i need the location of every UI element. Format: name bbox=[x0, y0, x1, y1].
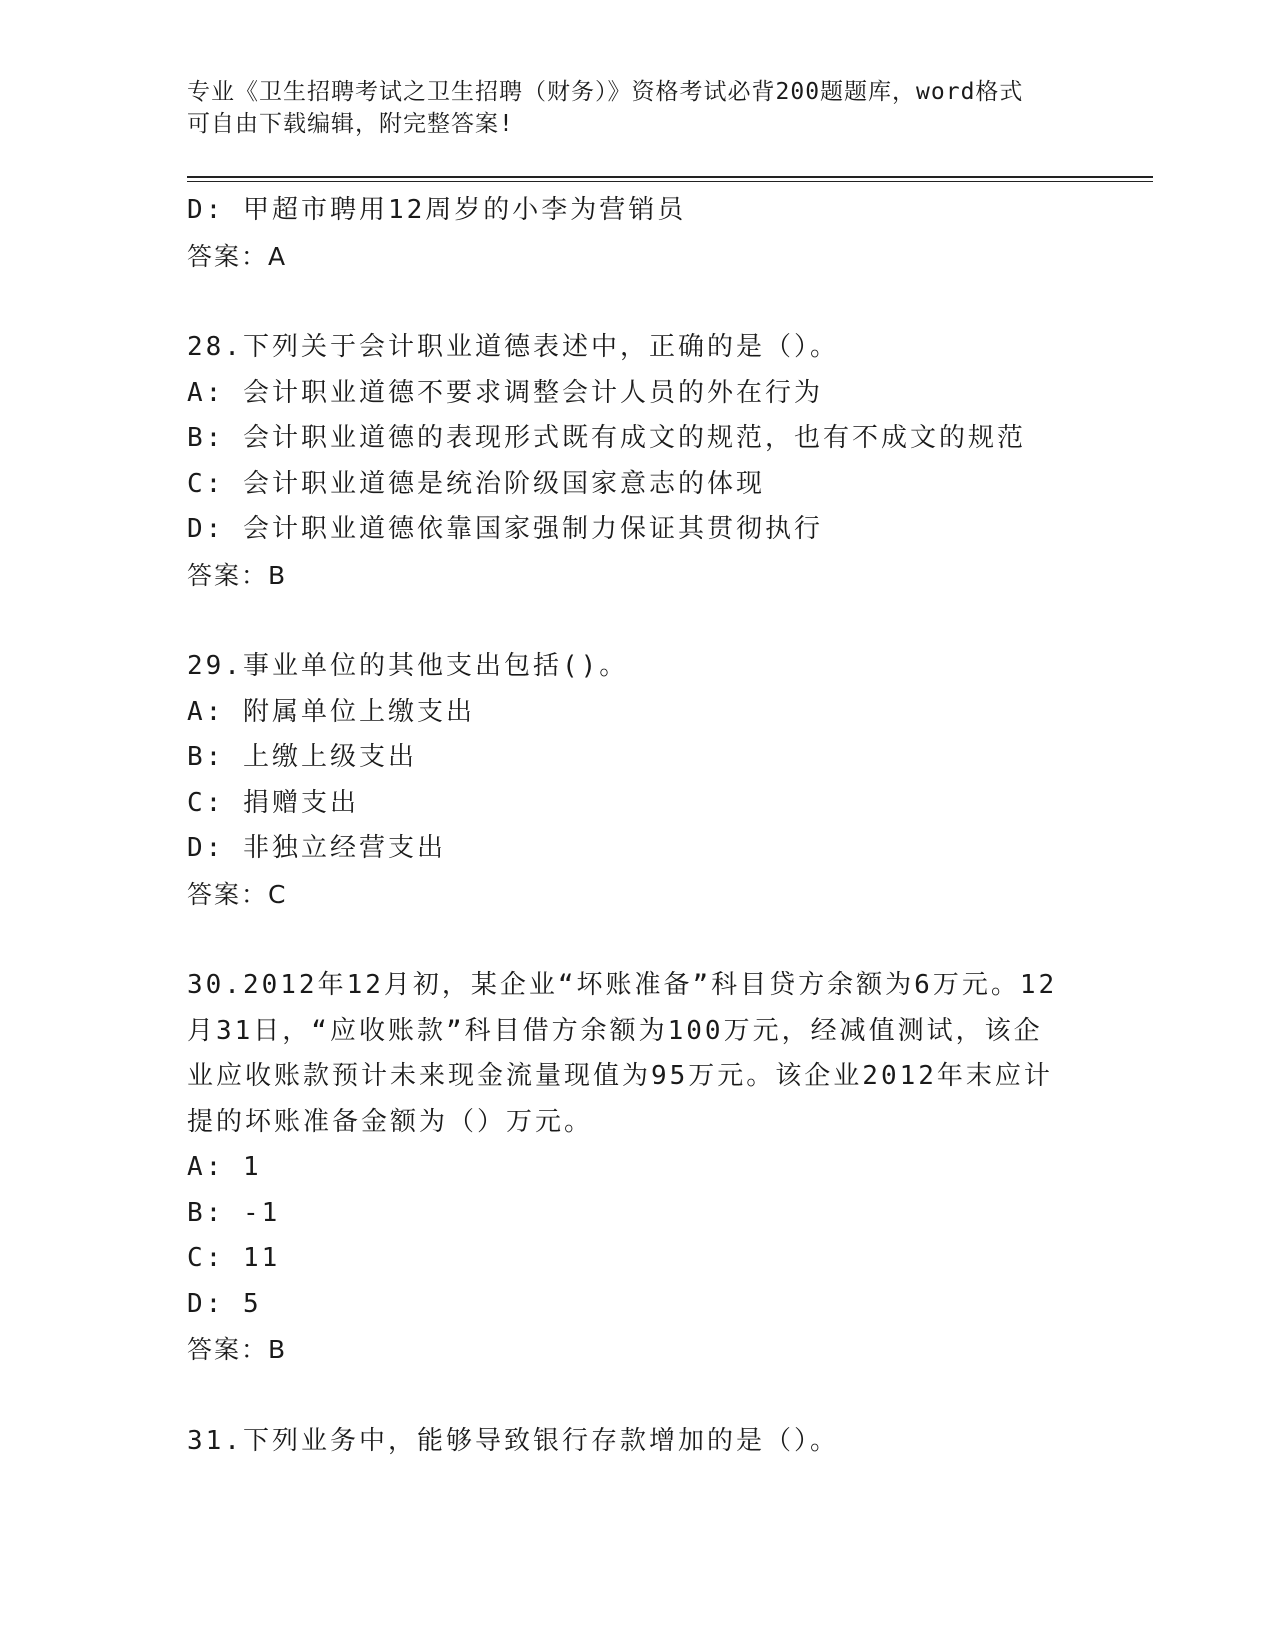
option-b: B: -1 bbox=[187, 1197, 281, 1228]
answer-line: 答案：C bbox=[187, 879, 288, 909]
question-stem: 28.下列关于会计职业道德表述中，正确的是（）。 bbox=[187, 332, 839, 362]
question-31 bbox=[187, 1419, 1087, 1465]
option-a: A: 会计职业道德不要求调整会计人员的外在行为 bbox=[187, 377, 823, 408]
option-b: B: 上缴上级支出 bbox=[187, 742, 417, 772]
question-stem-line-4: 提的坏账准备金额为（）万元。 bbox=[187, 1106, 594, 1137]
option-b: B: 会计职业道德的表现形式既有成文的规范，也有不成文的规范 bbox=[187, 423, 1026, 453]
question-30 bbox=[187, 963, 1087, 1373]
header-line-1: 专业《卫生招聘考试之卫生招聘（财务）》资格考试必背200题题库，word格式 bbox=[187, 79, 1024, 105]
option-d: D: 5 bbox=[187, 1288, 262, 1319]
option-d: D: 非独立经营支出 bbox=[187, 833, 446, 863]
option-c: C: 11 bbox=[187, 1243, 281, 1273]
question-stem: 29.事业单位的其他支出包括()。 bbox=[187, 651, 629, 681]
header-line-2: 可自由下载编辑，附完整答案! bbox=[187, 111, 514, 137]
question-stem-line-1: 30.2012年12月初，某企业“坏账准备”科目贷方余额为6万元。12 bbox=[187, 970, 1058, 1000]
option-a: A: 附属单位上缴支出 bbox=[187, 696, 475, 727]
question-27-continued bbox=[187, 188, 1087, 279]
option-d: D: 甲超市聘用12周岁的小李为营销员 bbox=[187, 195, 687, 225]
answer-line: 答案：A bbox=[187, 241, 288, 271]
question-stem-line-2: 月31日，“应收账款”科目借方余额为100万元，经减值测试，该企 bbox=[187, 1015, 1043, 1046]
header-divider-thick bbox=[187, 176, 1153, 178]
question-28 bbox=[187, 325, 1087, 598]
option-d: D: 会计职业道德依靠国家强制力保证其贯彻执行 bbox=[187, 514, 823, 544]
question-stem-line-3: 业应收账款预计未来现金流量现值为95万元。该企业2012年末应计 bbox=[187, 1061, 1053, 1091]
answer-line: 答案：B bbox=[187, 1335, 288, 1364]
option-c: C: 捐赠支出 bbox=[187, 787, 359, 818]
question-stem: 31.下列业务中，能够导致银行存款增加的是（）。 bbox=[187, 1425, 839, 1456]
header-divider-thin bbox=[187, 181, 1153, 182]
question-29 bbox=[187, 644, 1087, 917]
answer-line: 答案：B bbox=[187, 560, 288, 590]
question-list bbox=[187, 188, 1087, 1464]
option-c: C: 会计职业道德是统治阶级国家意志的体现 bbox=[187, 468, 765, 499]
option-a: A: 1 bbox=[187, 1152, 262, 1182]
document-header bbox=[187, 76, 1067, 140]
